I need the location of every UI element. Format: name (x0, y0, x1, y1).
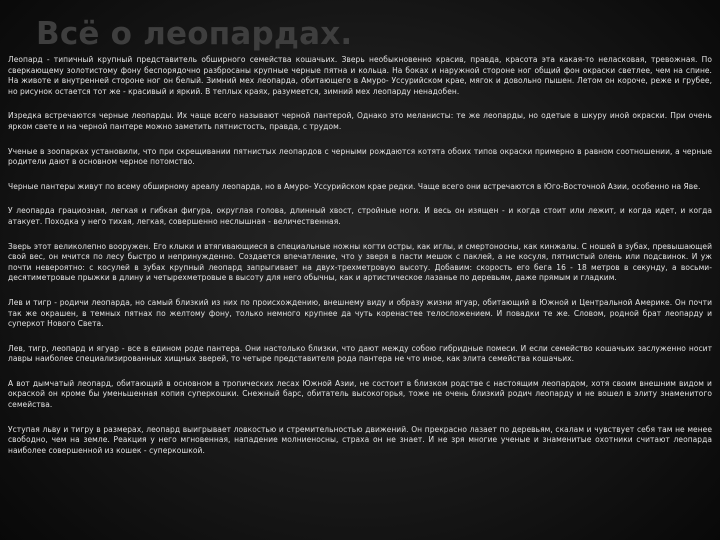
paragraph: Ученые в зоопарках установили, что при скрещивании пятнистых леопардов с черными рождаются котята обоих типов окраски примерно в равном соотношении, а черные родители дают в основном черное потомство. (8, 146, 712, 167)
slide-title: Всё о леопардах. (36, 16, 353, 52)
paragraph: Леопард - типичный крупный представитель обширного семейства кошачьих. Зверь необыкновенно красив, правда, красота эта какая-то неласковая, тревожная. По сверкающему золотистому фону беспорядочно разбросаны крупные черные пятна и кольца. На боках и наружной стороне ног общий фон окраски светлее, чем на спине. На животе и внутренней стороне ног он белый. Зимний мех леопарда, обитающего в Амуро- Уссурийском крае, мягок и довольно пышен. Летом он короче, реже и грубее, но рисунок остается тот же - красивый и яркий. В теплых краях, разумеется, зимний мех леопарду ненадобен. (8, 55, 712, 96)
paragraph: У леопарда грациозная, легкая и гибкая фигура, округлая голова, длинный хвост, стройные ноги. И весь он изящен - и когда стоит или лежит, и когда идет, и когда атакует. Походка у него тихая, легкая, совершенно неслышная - величественная. (8, 206, 712, 226)
body-text (8, 55, 712, 470)
paragraph: Лев и тигр - родичи леопарда, но самый близкий из них по происхождению, внешнему виду и образу жизни ягуар, обитающий в Южной и Центральной Америке. Он почти так же окрашен, в темных пятнах по желтому фону, только немного крупнее да чуть коренастее телосложением. И повадки те же. Словом, родной брат леопарду и суперкот Нового Света. (8, 297, 712, 329)
paragraph: Изредка встречаются черные леопарды. Их чаще всего называют черной пантерой, Однако это меланисты: те же леопарды, но одетые в шкуру иной окраски. При очень ярком свете и на черной пантере можно заметить пятнистость, правда, с трудом. (8, 111, 712, 131)
paragraph: Лев, тигр, леопард и ягуар - все в едином роде пантера. Они настолько близки, что дают между собою гибридные помеси. И если семейство кошачьих заслуженно носит лавры наиболее специализированных хищных зверей, то четыре представителя рода пантера не что иное, как элита семейства кошачьих. (8, 343, 712, 364)
paragraph: Зверь этот великолепно вооружен. Его клыки и втягивающиеся в специальные ножны когти остры, как иглы, и смертоносны, как кинжалы. С ношей в зубах, превышающей свой вес, он мчится по лесу быстро и непринужденно. Создается впечатление, что у зверя в пасти мешок с паклей, а не косуля, пятнистый олень или подсвинок. И уж почти невероятно: с косулей в зубах крупный леопард запрыгивает на двух-трехметровую высоту. Добавим: скорость его бега 16 - 18 метров в секунду, а восьми-десятиметровые прыжки в длину и четырехметровые в высоту для него обычны, как и артистическое лазанье по деревьям, даже прямым и гладким. (8, 241, 712, 283)
paragraph: А вот дымчатый леопард, обитающий в основном в тропических лесах Южной Азии, не состоит в близком родстве с настоящим леопардом, хотя своим внешним видом и окраской он кроме бы уменьшенная копия суперкошки. Снежный барс, обитатель высокогорья, тоже не очень близкий родич леопарду и не вошел в элиту знаменитого семейства. (8, 378, 712, 410)
paragraph: Черные пантеры живут по всему обширному ареалу леопарда, но в Амуро- Уссурийском крае редки. Чаще всего они встречаются в Юго-Восточной Азии, особенно на Яве. (8, 181, 701, 191)
paragraph: Уступая льву и тигру в размерах, леопард выигрывает ловкостью и стремительностью движений. Он прекрасно лазает по деревьям, скалам и чувствует себя там не менее свободно, чем на земле. Реакция у него мгновенная, нападение молниеносны, страха он не знает. И не зря многие ученые и знаменитые охотники считают леопарда наиболее совершенной из кошек - суперкошкой. (8, 424, 712, 455)
